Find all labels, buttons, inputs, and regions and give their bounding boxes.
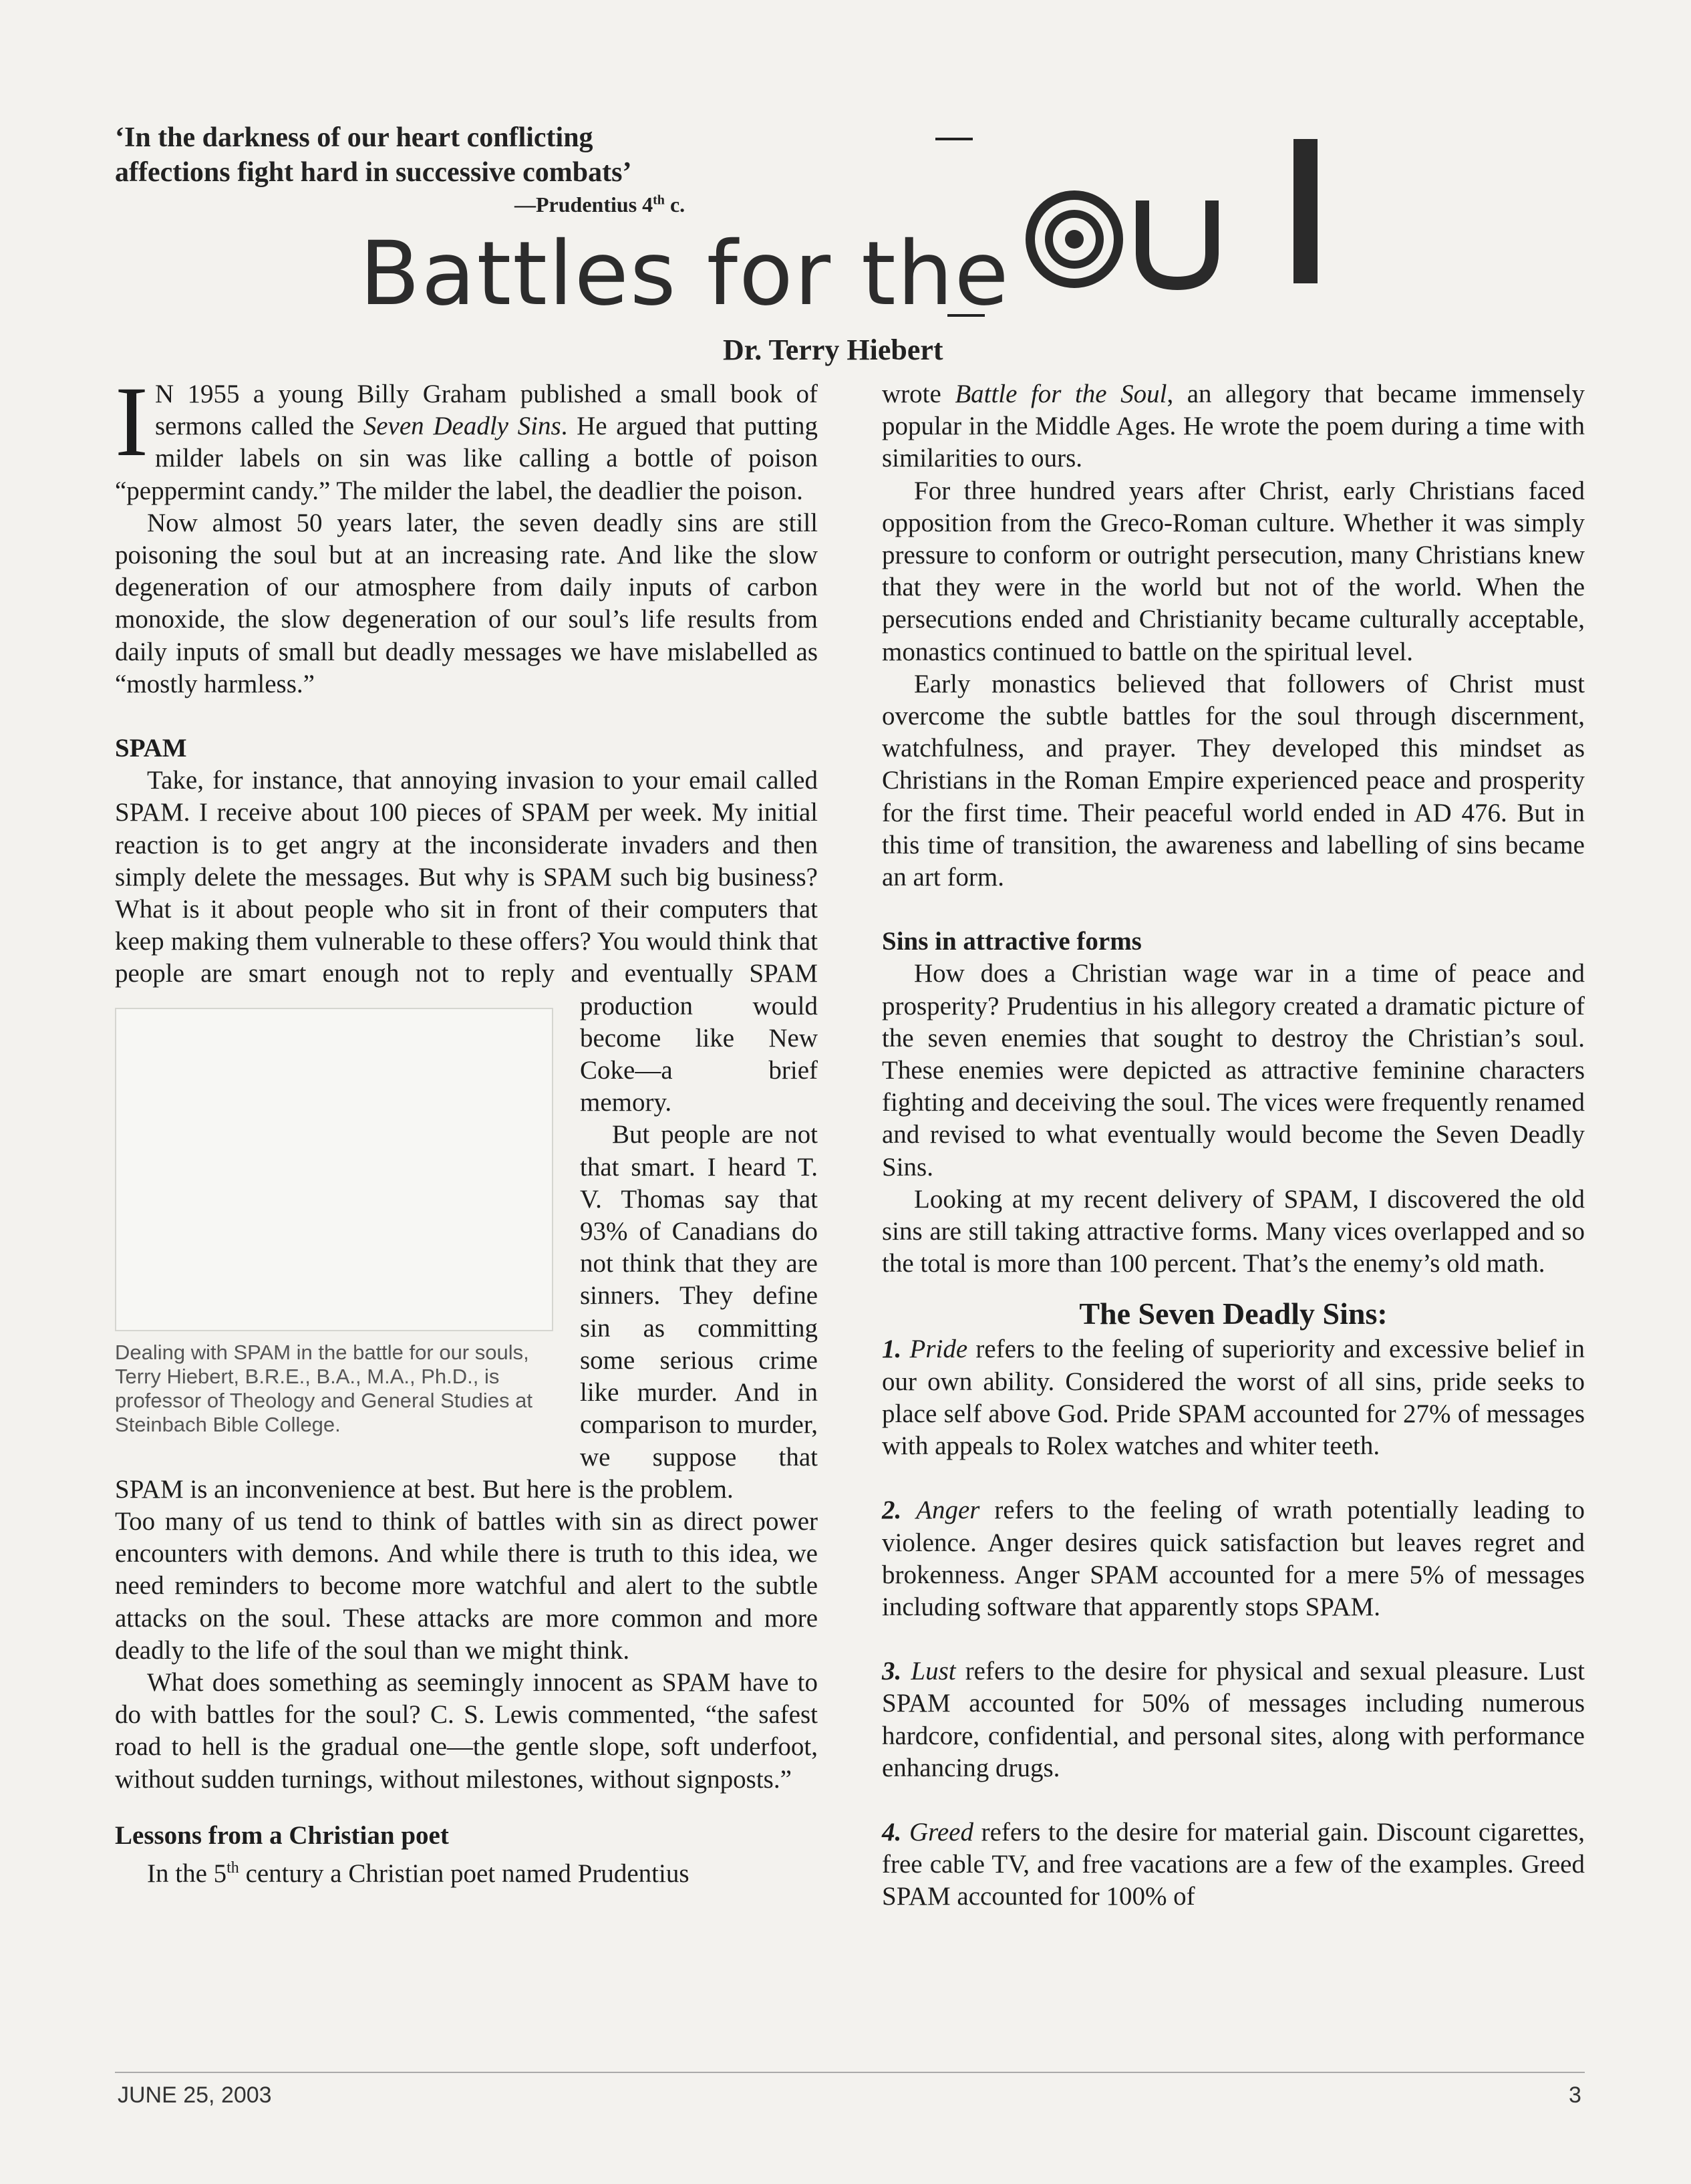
sin-name: Pride (909, 1335, 968, 1364)
intro-text-tail: . He argued that putting milder labels on sin was like calling a bottle of poison “peppermint candy.” The milder the label, the deadlier the poison. (115, 412, 818, 505)
sin-item-anger (882, 1494, 1585, 1623)
paragraph: What does something as seemingly innocent as SPAM have to do with battles for the soul? C. S. Lewis commented, “the safest road to hell is the gradual one—the gentle slope, soft underfoot, without sudden turnings, without milestones, without signposts.” (115, 1667, 818, 1794)
intro-text: N 1955 a young Billy Graham published a small book of sermons called the (154, 380, 818, 441)
letter-l-shape (1293, 139, 1318, 283)
article-title-main: Battles for the (359, 223, 1010, 325)
sin-item-lust (882, 1655, 1585, 1784)
author-photo-placeholder (115, 1008, 553, 1331)
photo-caption: Dealing with SPAM in the battle for our souls, Terry Hiebert, B.R.E., B.A., M.A., Ph.D., is professor of Theology and General Studies at Steinbach Bible College. (115, 1341, 532, 1436)
spam-text-continued: production would become like New Coke—a brief memory. (580, 991, 818, 1117)
text: century a Christian poet named Prudentius (239, 1859, 689, 1888)
poem-title: Battle for the Soul (955, 380, 1167, 408)
epigraph-attr-sup: th (653, 192, 665, 208)
paragraph: For three hundred years after Christ, early Christians faced opposition from the Greco-Roman culture. Whether it was simply pressure to conform or outright persecution, many Christians knew that they were in the world but not of the world. When the persecutions ended and Christianity became culturally acceptable, monastics continued to battle on the spiritual level. (882, 476, 1585, 666)
epigraph-line-2: affections fight hard in successive combats’ (115, 157, 632, 188)
sin-item-greed (882, 1816, 1585, 1913)
target-circle-inner (1065, 230, 1084, 249)
paragraph: Early monastics believed that followers of Christ must overcome the subtle battles for the soul through discernment, watchfulness, and prayer. They developed this mindset as Christians in the Roman Empire experienced peace and prosperity for the first time. Their peaceful world ended in AD 476. But in this time of transition, the awareness and labelling of sins became an art form. (882, 669, 1585, 892)
section-heading-sins-attractive: Sins in attractive forms (882, 927, 1142, 956)
sin-name: Lust (911, 1657, 956, 1686)
paragraph: Now almost 50 years later, the seven deadly sins are still poisoning the soul but at an increasing rate. And like the slow degeneration of our atmosphere from daily inputs of carbon monoxide, the slow degeneration of our soul’s life results from daily inputs of small but deadly messages we have mislabelled as “mostly harmless.” (115, 508, 818, 698)
epigraph-attr-tail: c. (664, 192, 685, 217)
sin-text: refers to the feeling of wrath potentially leading to violence. Anger desires quick satisfaction but leaves regret and brokenness. Anger SPAM accounted for a mere 5% of messages including software that apparently stops SPAM. (882, 1496, 1585, 1621)
text: , an allegory that became immensely popular in the Middle Ages. He wrote the poem during a time with similarities to ours. (882, 380, 1585, 473)
letter-u-shape (1142, 200, 1212, 283)
sin-text: refers to the desire for material gain. Discount cigarettes, free cable TV, and free vacations are a few of the examples. Greed SPAM accounted for 100% of (882, 1817, 1585, 1911)
intro-paragraph (115, 366, 818, 507)
text: wrote (882, 380, 955, 408)
spam-text: Take, for instance, that annoying invasion to your email called SPAM. I receive about 100 pieces of SPAM per week. My initial reaction is to get angry at the inconsiderate invaders and then simply delete the messages. But why is SPAM such big business? What is it about people who sit in front of their computers that keep making them vulnerable to these offers? You would think that people are smart enough not to reply and eventually SPAM (115, 766, 818, 988)
seven-sins-heading: The Seven Deadly Sins: (1079, 1296, 1388, 1331)
soul-title-art (1022, 139, 1343, 313)
sin-number: 1. (882, 1335, 902, 1364)
page-number: 3 (1569, 2082, 1581, 2108)
sin-name: Anger (916, 1496, 980, 1525)
footer-divider (115, 2072, 1585, 2073)
epigraph-line-1: ‘In the darkness of our heart conflicting (115, 122, 593, 153)
sin-number: 4. (882, 1817, 902, 1847)
author-byline: Dr. Terry Hiebert (723, 333, 943, 366)
paragraph: How does a Christian wage war in a time of peace and prosperity? Prudentius in his allegory created a dramatic picture of the seven enemies that sought to destroy the Christian’s soul. These enemies were depicted as attractive feminine characters fighting and deceiving the soul. The vices were frequently renamed and revised to what eventually would become the Seven Deadly Sins. (882, 959, 1585, 1182)
sin-item-pride (882, 1333, 1585, 1462)
section-heading-lessons: Lessons from a Christian poet (115, 1820, 449, 1850)
book-title: Seven Deadly Sins (363, 412, 561, 441)
photo-caption-block (115, 1008, 551, 1437)
paragraph: But people are not that smart. I heard T. V. Thomas say that 93% of Canadians do not think that they are sinners. They define sin as committing some serious crime like murder. And in comparison to murder, we suppose that SPAM is an inconvenience at best. But here is the problem. (115, 1120, 818, 1504)
paragraph (882, 378, 1585, 475)
epigraph-quote (115, 120, 783, 190)
decorative-dash (935, 138, 973, 140)
sin-number: 3. (882, 1657, 902, 1686)
right-column (882, 378, 1585, 1913)
sin-text: refers to the desire for physical and sexual pleasure. Lust SPAM accounted for 50% of messages including numerous hardcore, confidential, and personal sites, along with performance enhancing drugs. (882, 1657, 1585, 1782)
paragraph: Too many of us tend to think of battles with sin as direct power encounters with demons. And while there is truth to this idea, we need reminders to become more watchful and alert to the subtle attacks on the soul. These attacks are more common and more deadly to the life of the soul than we might think. (115, 1506, 818, 1665)
epigraph-attribution (514, 192, 685, 217)
sin-text: refers to the feeling of superiority and excessive belief in our own ability. Considered the worst of all sins, pride seeks to place self above God. Pride SPAM accounted for 27% of messages with appeals to Rolex watches and whiter teeth. (882, 1335, 1585, 1461)
text: In the 5 (147, 1859, 227, 1888)
paragraph: Looking at my recent delivery of SPAM, I discovered the old sins are still taking attractive forms. Many vices overlapped and so the total is more than 100 percent. That’s the enemy’s old math. (882, 1184, 1585, 1278)
paragraph (115, 1852, 818, 1890)
sup: th (226, 1859, 239, 1877)
footer-date: JUNE 25, 2003 (118, 2082, 272, 2108)
sin-number: 2. (882, 1496, 902, 1525)
section-heading-spam: SPAM (115, 734, 187, 763)
drop-cap: I (115, 366, 148, 477)
epigraph-attr-text: —Prudentius 4 (514, 192, 653, 217)
sin-name: Greed (909, 1817, 973, 1847)
